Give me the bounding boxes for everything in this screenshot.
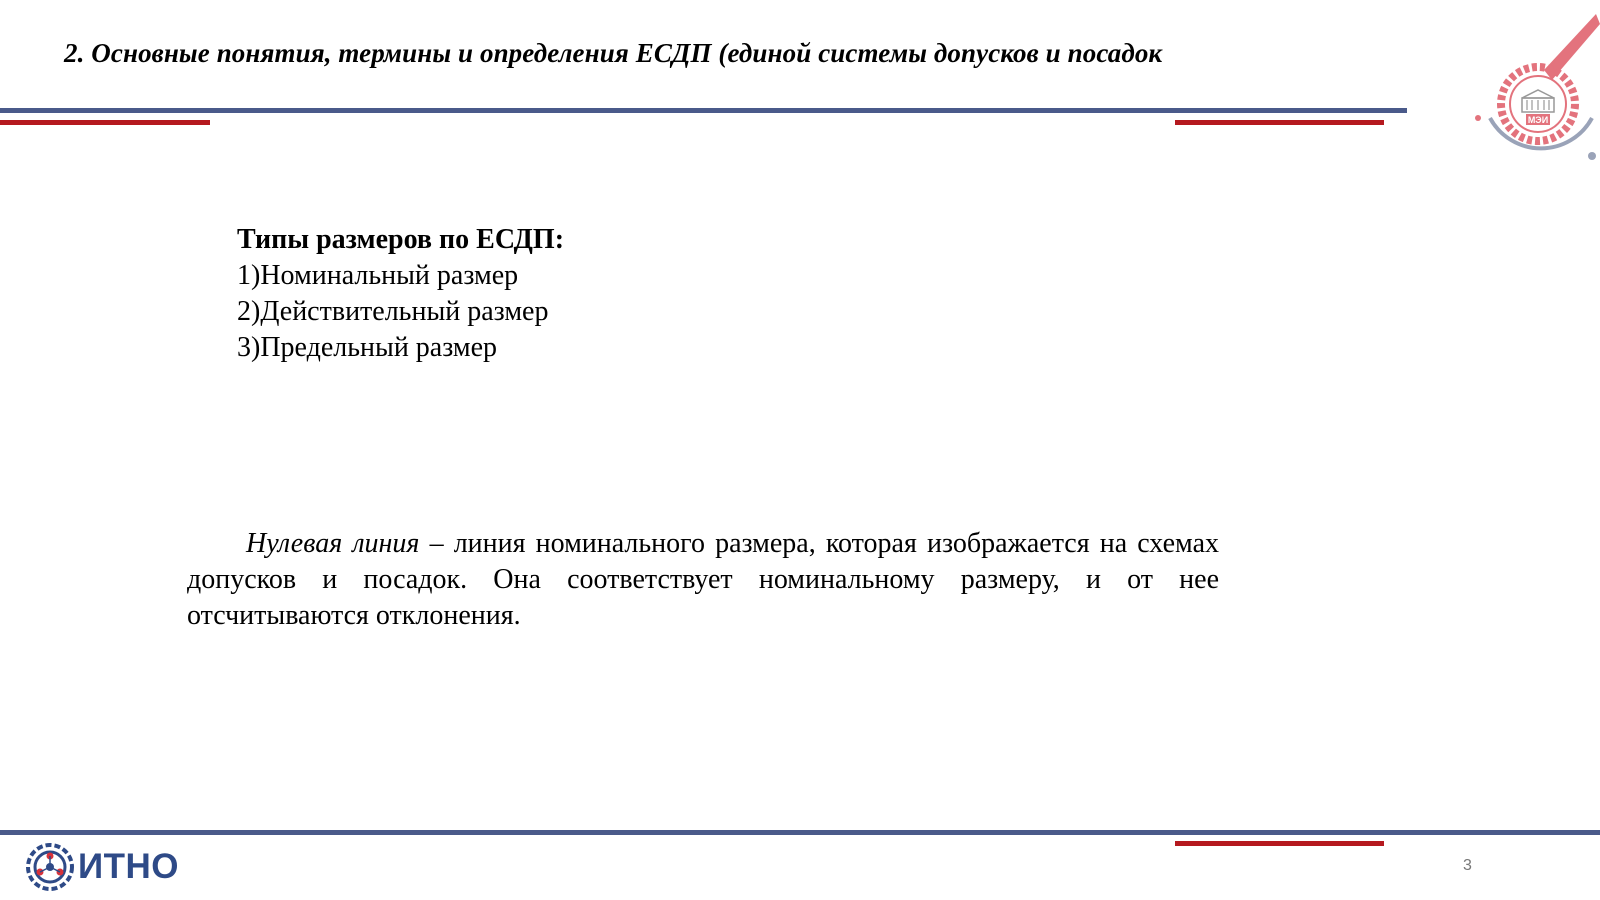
definition-term: Нулевая линия [246,528,420,559]
header-red-rule-left [0,120,210,125]
size-types-heading: Типы размеров по ЕСДП: [237,224,565,255]
slide-title: 2. Основные понятия, термины и определения ЕСДП (единой системы допусков и посадок [64,38,1163,68]
list-item: 3)Предельный размер [237,332,498,363]
mei-logo-label: МЭИ [1527,115,1549,125]
zero-line-definition [187,526,1219,634]
gear-icon [25,842,75,892]
itno-logo-label: ИТНО [78,847,180,886]
header-blue-rule [0,108,1407,113]
definition-text: – линия номинального размера, которая изображается на схемах допусков и посадок. Она соответствует номинальному размеру, и от нее отсчитываются отклонения. [187,528,1219,631]
footer-red-rule-right [1175,841,1384,846]
footer-blue-rule [0,830,1600,835]
size-types-list [237,222,564,366]
itno-logo [25,839,179,895]
page-number: 3 [1463,857,1472,874]
list-item: 1)Номинальный размер [237,260,519,291]
header-red-rule-right [1175,120,1384,125]
mei-logo [1470,0,1600,165]
list-item: 2)Действительный размер [237,296,549,327]
